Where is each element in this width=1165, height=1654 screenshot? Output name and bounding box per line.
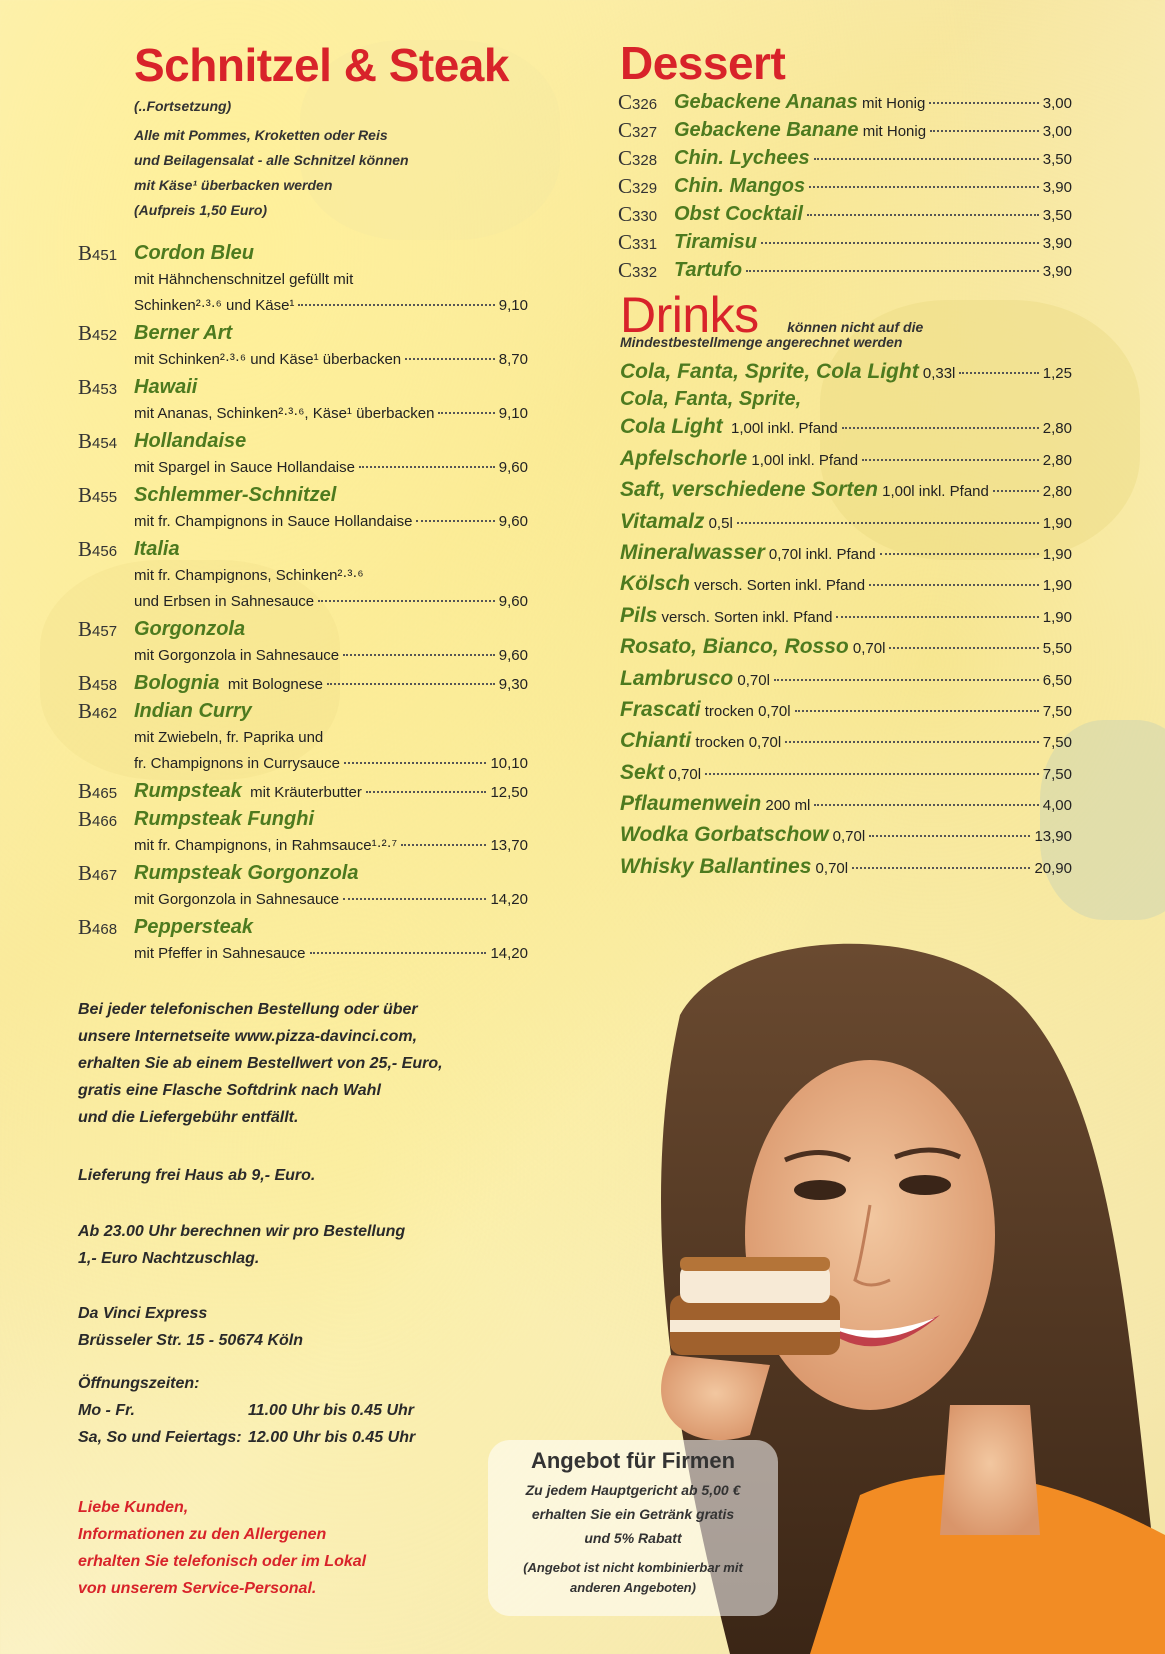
item-code: B466	[78, 807, 118, 831]
item-line	[620, 537, 1072, 568]
item-name: Saft, verschiedene Sorten	[620, 478, 878, 502]
hours-time: 12.00 Uhr bis 0.45 Uhr	[248, 1429, 416, 1446]
dot-leader	[401, 844, 486, 846]
item-name: Gebackene Ananas	[674, 91, 858, 113]
item-description: versch. Sorten inkl. Pfand	[690, 577, 866, 595]
offer-text	[488, 1478, 778, 1550]
dot-leader	[318, 600, 495, 602]
dot-leader	[836, 616, 1038, 618]
item-code: C328	[618, 146, 658, 170]
item-code: B451	[78, 241, 118, 265]
schnitzel-intro	[78, 94, 528, 223]
item-line	[620, 443, 1072, 474]
item-name: Bolognia	[134, 672, 220, 694]
dessert-item	[618, 228, 1072, 256]
item-description: mit Ananas, Schinken²·³·⁶, Käse¹ überbacken	[134, 405, 435, 422]
item-price: 20,90	[1034, 859, 1072, 877]
dot-leader	[344, 762, 487, 764]
item-line	[134, 751, 528, 777]
item-description: mit Bolognese	[219, 676, 323, 693]
menu-item	[78, 805, 528, 859]
item-name: Peppersteak	[134, 916, 253, 938]
item-price: 13,70	[490, 837, 528, 854]
dot-leader	[814, 804, 1038, 806]
item-name: Obst Cocktail	[674, 203, 803, 225]
item-price: 9,30	[498, 676, 528, 693]
allergen-line: Liebe Kunden,	[78, 1499, 189, 1516]
dot-leader	[889, 647, 1038, 649]
item-name: Hollandaise	[134, 430, 247, 452]
night-line: Ab 23.00 Uhr berechnen wir pro Bestellung	[78, 1223, 406, 1240]
drink-item	[620, 631, 1072, 662]
item-code: C331	[618, 230, 658, 254]
schnitzel-title: Schnitzel & Steak	[134, 39, 509, 91]
dot-leader	[761, 242, 1039, 244]
item-number: 462	[92, 705, 118, 722]
item-price: 6,50	[1042, 671, 1072, 689]
item-price: 1,90	[1042, 514, 1072, 532]
dot-leader	[298, 304, 494, 306]
item-name: Pils	[620, 603, 658, 627]
dot-leader	[416, 520, 494, 522]
item-price: 1,90	[1042, 577, 1072, 595]
schnitzel-section	[78, 40, 528, 967]
promo-line: Bei jeder telefonischen Bestellung oder über	[78, 1001, 418, 1018]
item-name: Gebackene Banane	[674, 119, 859, 141]
item-description: und Erbsen in Sahnesauce	[134, 593, 315, 610]
dessert-item	[618, 144, 1072, 172]
item-name: Berner Art	[134, 322, 233, 344]
item-number: 331	[632, 236, 658, 253]
dot-leader	[852, 867, 1030, 869]
dessert-title: Dessert	[620, 37, 786, 89]
item-line	[620, 819, 1072, 850]
item-line	[134, 643, 528, 669]
delivery-text: Lieferung frei Haus ab 9,- Euro.	[78, 1167, 316, 1184]
item-name: Schlemmer-Schnitzel	[134, 484, 337, 506]
item-line	[620, 506, 1072, 537]
drink-item	[620, 474, 1072, 505]
item-name: Apfelschorle	[620, 446, 748, 470]
menu-item	[78, 373, 528, 427]
drink-item	[620, 851, 1072, 882]
drink-item	[620, 663, 1072, 694]
item-description: 1,00l inkl. Pfand	[747, 451, 859, 469]
item-price: 2,80	[1042, 483, 1072, 501]
item-description: 0,5l	[704, 514, 733, 532]
drinks-title: Drinks	[620, 287, 759, 343]
item-number: 467	[92, 867, 118, 884]
item-name: Cordon Bleu	[134, 242, 254, 264]
dot-leader	[795, 710, 1039, 712]
item-name: Rosato, Bianco, Rosso	[620, 635, 849, 659]
item-price: 3,90	[1042, 179, 1072, 196]
drinks-list	[620, 356, 1072, 882]
drink-item	[620, 443, 1072, 474]
dot-leader	[869, 835, 1030, 837]
item-line	[134, 401, 528, 427]
item-name: Wodka Gorbatschow	[620, 823, 829, 847]
restaurant-name: Da Vinci Express	[78, 1305, 208, 1322]
dot-leader	[807, 214, 1039, 216]
item-number: 458	[92, 677, 118, 694]
item-number: 327	[632, 124, 658, 141]
item-name: Chianti	[620, 729, 692, 753]
item-line	[134, 347, 528, 373]
item-price: 10,10	[490, 755, 528, 772]
dot-leader	[814, 158, 1039, 160]
menu-item	[78, 481, 528, 535]
hours-time: 11.00 Uhr bis 0.45 Uhr	[248, 1402, 414, 1419]
item-number: 457	[92, 623, 118, 640]
drink-item	[620, 725, 1072, 756]
item-code: C330	[618, 202, 658, 226]
intro-line: mit Käse¹ überbacken werden	[134, 177, 333, 193]
dot-leader	[405, 358, 495, 360]
night-line: 1,- Euro Nachtzuschlag.	[78, 1250, 260, 1267]
item-name: Kölsch	[620, 572, 691, 596]
item-price: 13,90	[1034, 828, 1072, 846]
item-price: 3,90	[1042, 235, 1072, 252]
dessert-list	[618, 88, 1072, 284]
item-name: Tiramisu	[674, 231, 757, 253]
menu-item	[78, 535, 528, 615]
menu-item	[78, 669, 528, 697]
item-code: B458	[78, 671, 118, 695]
item-name: Rumpsteak Funghi	[134, 808, 315, 830]
item-line	[674, 172, 1072, 202]
item-description: mit Spargel in Sauce Hollandaise	[134, 459, 355, 476]
item-description: 0,70l	[664, 765, 702, 783]
item-description: fr. Champignons in Currysauce	[134, 755, 340, 772]
item-name: Sekt	[620, 760, 665, 784]
dot-leader	[930, 130, 1039, 132]
item-description: trocken 0,70l	[691, 734, 782, 752]
menu-item	[78, 777, 528, 805]
item-line	[134, 887, 528, 913]
allergen-line: Informationen zu den Allergenen	[78, 1526, 327, 1543]
item-line	[620, 411, 1072, 442]
dot-leader	[359, 466, 495, 468]
item-number: 452	[92, 327, 118, 344]
promo-line: und die Liefergebühr entfällt.	[78, 1109, 299, 1126]
address-line: Brüsseler Str. 15 - 50674 Köln	[78, 1332, 303, 1349]
item-description: mit Zwiebeln, fr. Paprika und	[134, 729, 324, 746]
item-number: 465	[92, 785, 118, 802]
dot-leader	[774, 679, 1039, 681]
item-description: 0,70l	[848, 640, 886, 658]
intro-line: (Aufpreis 1,50 Euro)	[134, 202, 268, 218]
item-description: mit Gorgonzola in Sahnesauce	[134, 647, 340, 664]
item-price: 4,00	[1042, 797, 1072, 815]
item-number: 454	[92, 435, 118, 452]
item-code: C332	[618, 258, 658, 282]
item-price: 5,50	[1042, 640, 1072, 658]
item-code: B453	[78, 375, 118, 399]
item-line	[620, 725, 1072, 756]
item-price: 2,80	[1042, 420, 1072, 438]
offer-text-line: und 5% Rabatt	[584, 1530, 682, 1546]
intro-line: Alle mit Pommes, Kroketten oder Reis	[134, 127, 388, 143]
menu-item	[78, 239, 528, 319]
item-description: mit Hähnchenschnitzel gefüllt mit	[134, 271, 354, 288]
drink-item	[620, 506, 1072, 537]
item-price: 1,25	[1042, 365, 1072, 382]
company-offer-box	[488, 1440, 778, 1616]
item-price: 3,00	[1042, 123, 1072, 140]
item-description: 0,33l	[918, 365, 956, 382]
item-description: mit Pfeffer in Sahnesauce	[134, 945, 306, 962]
item-line	[620, 851, 1072, 882]
dot-leader	[705, 773, 1039, 775]
drinks-note-2: Mindestbestellmenge angerechnet werden	[620, 334, 903, 350]
drink-item	[620, 757, 1072, 788]
item-description: 0,70l	[811, 859, 849, 877]
item-name: Italia	[134, 538, 180, 560]
dot-leader	[842, 427, 1039, 429]
item-name: Lambrusco	[620, 666, 734, 690]
item-description: mit Kräuterbutter	[241, 784, 362, 801]
menu-item	[78, 859, 528, 913]
item-price: 3,90	[1042, 263, 1072, 280]
item-price: 7,50	[1042, 734, 1072, 752]
item-description: trocken 0,70l	[700, 702, 791, 720]
item-number: 330	[632, 208, 658, 225]
item-price: 14,20	[490, 945, 528, 962]
hours-title: Öffnungszeiten:	[78, 1375, 200, 1392]
dot-leader	[862, 459, 1039, 461]
item-price: 1,90	[1042, 608, 1072, 626]
dot-leader	[737, 522, 1039, 524]
offer-note	[488, 1558, 778, 1598]
item-price: 12,50	[490, 784, 528, 801]
item-line	[134, 777, 528, 805]
item-line	[134, 833, 528, 859]
item-name: Chin. Lychees	[674, 147, 810, 169]
item-number: 456	[92, 543, 118, 560]
offer-note-line: (Angebot ist nicht kombinierbar mit	[523, 1560, 743, 1575]
item-price: 3,50	[1042, 207, 1072, 224]
item-price: 7,50	[1042, 765, 1072, 783]
item-line	[134, 455, 528, 481]
item-description: mit fr. Champignons in Sauce Hollandaise	[134, 513, 413, 530]
item-number: 455	[92, 489, 118, 506]
item-name: Vitamalz	[620, 509, 705, 533]
dot-leader	[327, 683, 495, 685]
item-number: 466	[92, 813, 118, 830]
item-description: 0,70l inkl. Pfand	[764, 545, 876, 563]
item-line	[674, 228, 1072, 258]
item-name: Hawaii	[134, 376, 198, 398]
item-number: 329	[632, 180, 658, 197]
item-line	[620, 663, 1072, 694]
schnitzel-list	[78, 239, 528, 967]
item-description: mit fr. Champignons, Schinken²·³·⁶	[134, 567, 364, 584]
item-name: Rumpsteak Gorgonzola	[134, 862, 359, 884]
dessert-section	[620, 38, 1072, 882]
intro-line: (..Fortsetzung)	[134, 98, 232, 114]
dot-leader	[869, 584, 1039, 586]
allergen-line: von unserem Service-Personal.	[78, 1580, 317, 1597]
item-name: Chin. Mangos	[674, 175, 806, 197]
item-code: B465	[78, 779, 118, 803]
menu-item	[78, 615, 528, 669]
item-description: 1,00l inkl. Pfand	[722, 420, 838, 438]
item-description: Schinken²·³·⁶ und Käse¹	[134, 297, 295, 314]
item-line	[620, 474, 1072, 505]
dot-leader	[880, 553, 1039, 555]
menu-item	[78, 697, 528, 777]
drink-item	[620, 387, 1072, 442]
dot-leader	[438, 412, 494, 414]
drink-item	[620, 568, 1072, 599]
item-price: 8,70	[498, 351, 528, 368]
item-code: B452	[78, 321, 118, 345]
item-description: 1,00l inkl. Pfand	[877, 483, 989, 501]
dessert-item	[618, 172, 1072, 200]
item-number: 328	[632, 152, 658, 169]
item-code: B455	[78, 483, 118, 507]
item-line	[134, 589, 528, 615]
item-number: 468	[92, 921, 118, 938]
drink-item	[620, 356, 1072, 387]
item-price: 9,10	[498, 297, 528, 314]
item-description: mit Gorgonzola in Sahnesauce	[134, 891, 340, 908]
hours-days: Sa, So und Feiertags:	[78, 1429, 242, 1446]
dot-leader	[959, 372, 1038, 374]
item-description: 0,70l	[828, 828, 866, 846]
item-line	[620, 600, 1072, 631]
item-number: 326	[632, 96, 658, 113]
offer-text-line: Zu jedem Hauptgericht ab 5,00 €	[525, 1482, 741, 1498]
menu-item	[78, 427, 528, 481]
item-name: Whisky Ballantines	[620, 854, 812, 878]
item-name: Frascati	[620, 697, 701, 721]
item-line	[674, 200, 1072, 230]
offer-note-line: anderen Angeboten)	[570, 1580, 696, 1595]
dot-leader	[785, 741, 1039, 743]
dot-leader	[343, 654, 495, 656]
item-line	[620, 694, 1072, 725]
item-line	[620, 757, 1072, 788]
item-code: C327	[618, 118, 658, 142]
dessert-item	[618, 200, 1072, 228]
item-line	[674, 144, 1072, 174]
item-number: 332	[632, 264, 658, 281]
item-line	[674, 256, 1072, 286]
drinks-header	[620, 287, 1072, 350]
item-line	[674, 116, 1072, 146]
item-price: 14,20	[490, 891, 528, 908]
dot-leader	[343, 898, 486, 900]
item-number: 453	[92, 381, 118, 398]
item-line	[620, 356, 1072, 387]
item-name: Indian Curry	[134, 700, 252, 722]
item-price: 3,00	[1042, 95, 1072, 112]
promo-line: gratis eine Flasche Softdrink nach Wahl	[78, 1082, 381, 1099]
item-code: B468	[78, 915, 118, 939]
item-description: 200 ml	[761, 797, 811, 815]
item-description: mit Schinken²·³·⁶ und Käse¹ überbacken	[134, 351, 402, 368]
item-description: mit Honig	[857, 95, 926, 112]
item-price: 9,10	[498, 405, 528, 422]
dessert-item	[618, 256, 1072, 284]
item-name: Gorgonzola	[134, 618, 246, 640]
item-number: 451	[92, 247, 118, 264]
dot-leader	[929, 102, 1038, 104]
item-description: 0,70l	[733, 671, 770, 689]
item-price: 7,50	[1042, 702, 1072, 720]
drink-item	[620, 788, 1072, 819]
item-line	[134, 293, 528, 319]
drink-item	[620, 537, 1072, 568]
item-line	[620, 788, 1072, 819]
item-price: 2,80	[1042, 451, 1072, 469]
item-name: Cola Light	[620, 415, 723, 439]
item-name: Pflaumenwein	[620, 792, 762, 816]
item-description: versch. Sorten inkl. Pfand	[657, 608, 833, 626]
dessert-item	[618, 88, 1072, 116]
item-line	[134, 669, 528, 697]
item-line	[674, 88, 1072, 118]
item-name: Rumpsteak	[134, 780, 242, 802]
drink-item	[620, 600, 1072, 631]
item-code: B457	[78, 617, 118, 641]
item-description: mit fr. Champignons, in Rahmsauce¹·²·⁷	[134, 837, 398, 854]
item-name: Cola, Fanta, Sprite,	[620, 388, 802, 411]
item-code: B456	[78, 537, 118, 561]
offer-text-line: erhalten Sie ein Getränk gratis	[531, 1506, 735, 1522]
item-price: 1,90	[1042, 545, 1072, 563]
item-name: Tartufo	[674, 259, 743, 281]
drink-item	[620, 694, 1072, 725]
hours-days: Mo - Fr.	[78, 1402, 135, 1419]
dot-leader	[366, 791, 487, 793]
item-line	[620, 631, 1072, 662]
dessert-item	[618, 116, 1072, 144]
item-line	[620, 568, 1072, 599]
menu-item	[78, 319, 528, 373]
item-name: Mineralwasser	[620, 540, 765, 564]
item-price: 9,60	[498, 459, 528, 476]
item-code: C326	[618, 90, 658, 114]
drinks-note-1: können nicht auf die	[787, 319, 924, 335]
item-price: 9,60	[498, 513, 528, 530]
promo-line: erhalten Sie ab einem Bestellwert von 25,- Euro,	[78, 1055, 443, 1072]
item-price: 9,60	[498, 647, 528, 664]
dot-leader	[993, 490, 1039, 492]
item-price: 9,60	[498, 593, 528, 610]
item-code: B462	[78, 699, 118, 723]
item-description: mit Honig	[858, 123, 927, 140]
item-code: B467	[78, 861, 118, 885]
item-code: C329	[618, 174, 658, 198]
dot-leader	[809, 186, 1039, 188]
intro-line: und Beilagensalat - alle Schnitzel können	[134, 152, 409, 168]
item-line	[134, 509, 528, 535]
offer-title: Angebot für Firmen	[530, 1448, 736, 1473]
item-price: 3,50	[1042, 151, 1072, 168]
dot-leader	[746, 270, 1039, 272]
allergen-line: erhalten Sie telefonisch oder im Lokal	[78, 1553, 367, 1570]
promo-line: unsere Internetseite www.pizza-davinci.com,	[78, 1028, 418, 1045]
drink-item	[620, 819, 1072, 850]
item-code: B454	[78, 429, 118, 453]
item-name: Cola, Fanta, Sprite, Cola Light	[620, 360, 919, 383]
